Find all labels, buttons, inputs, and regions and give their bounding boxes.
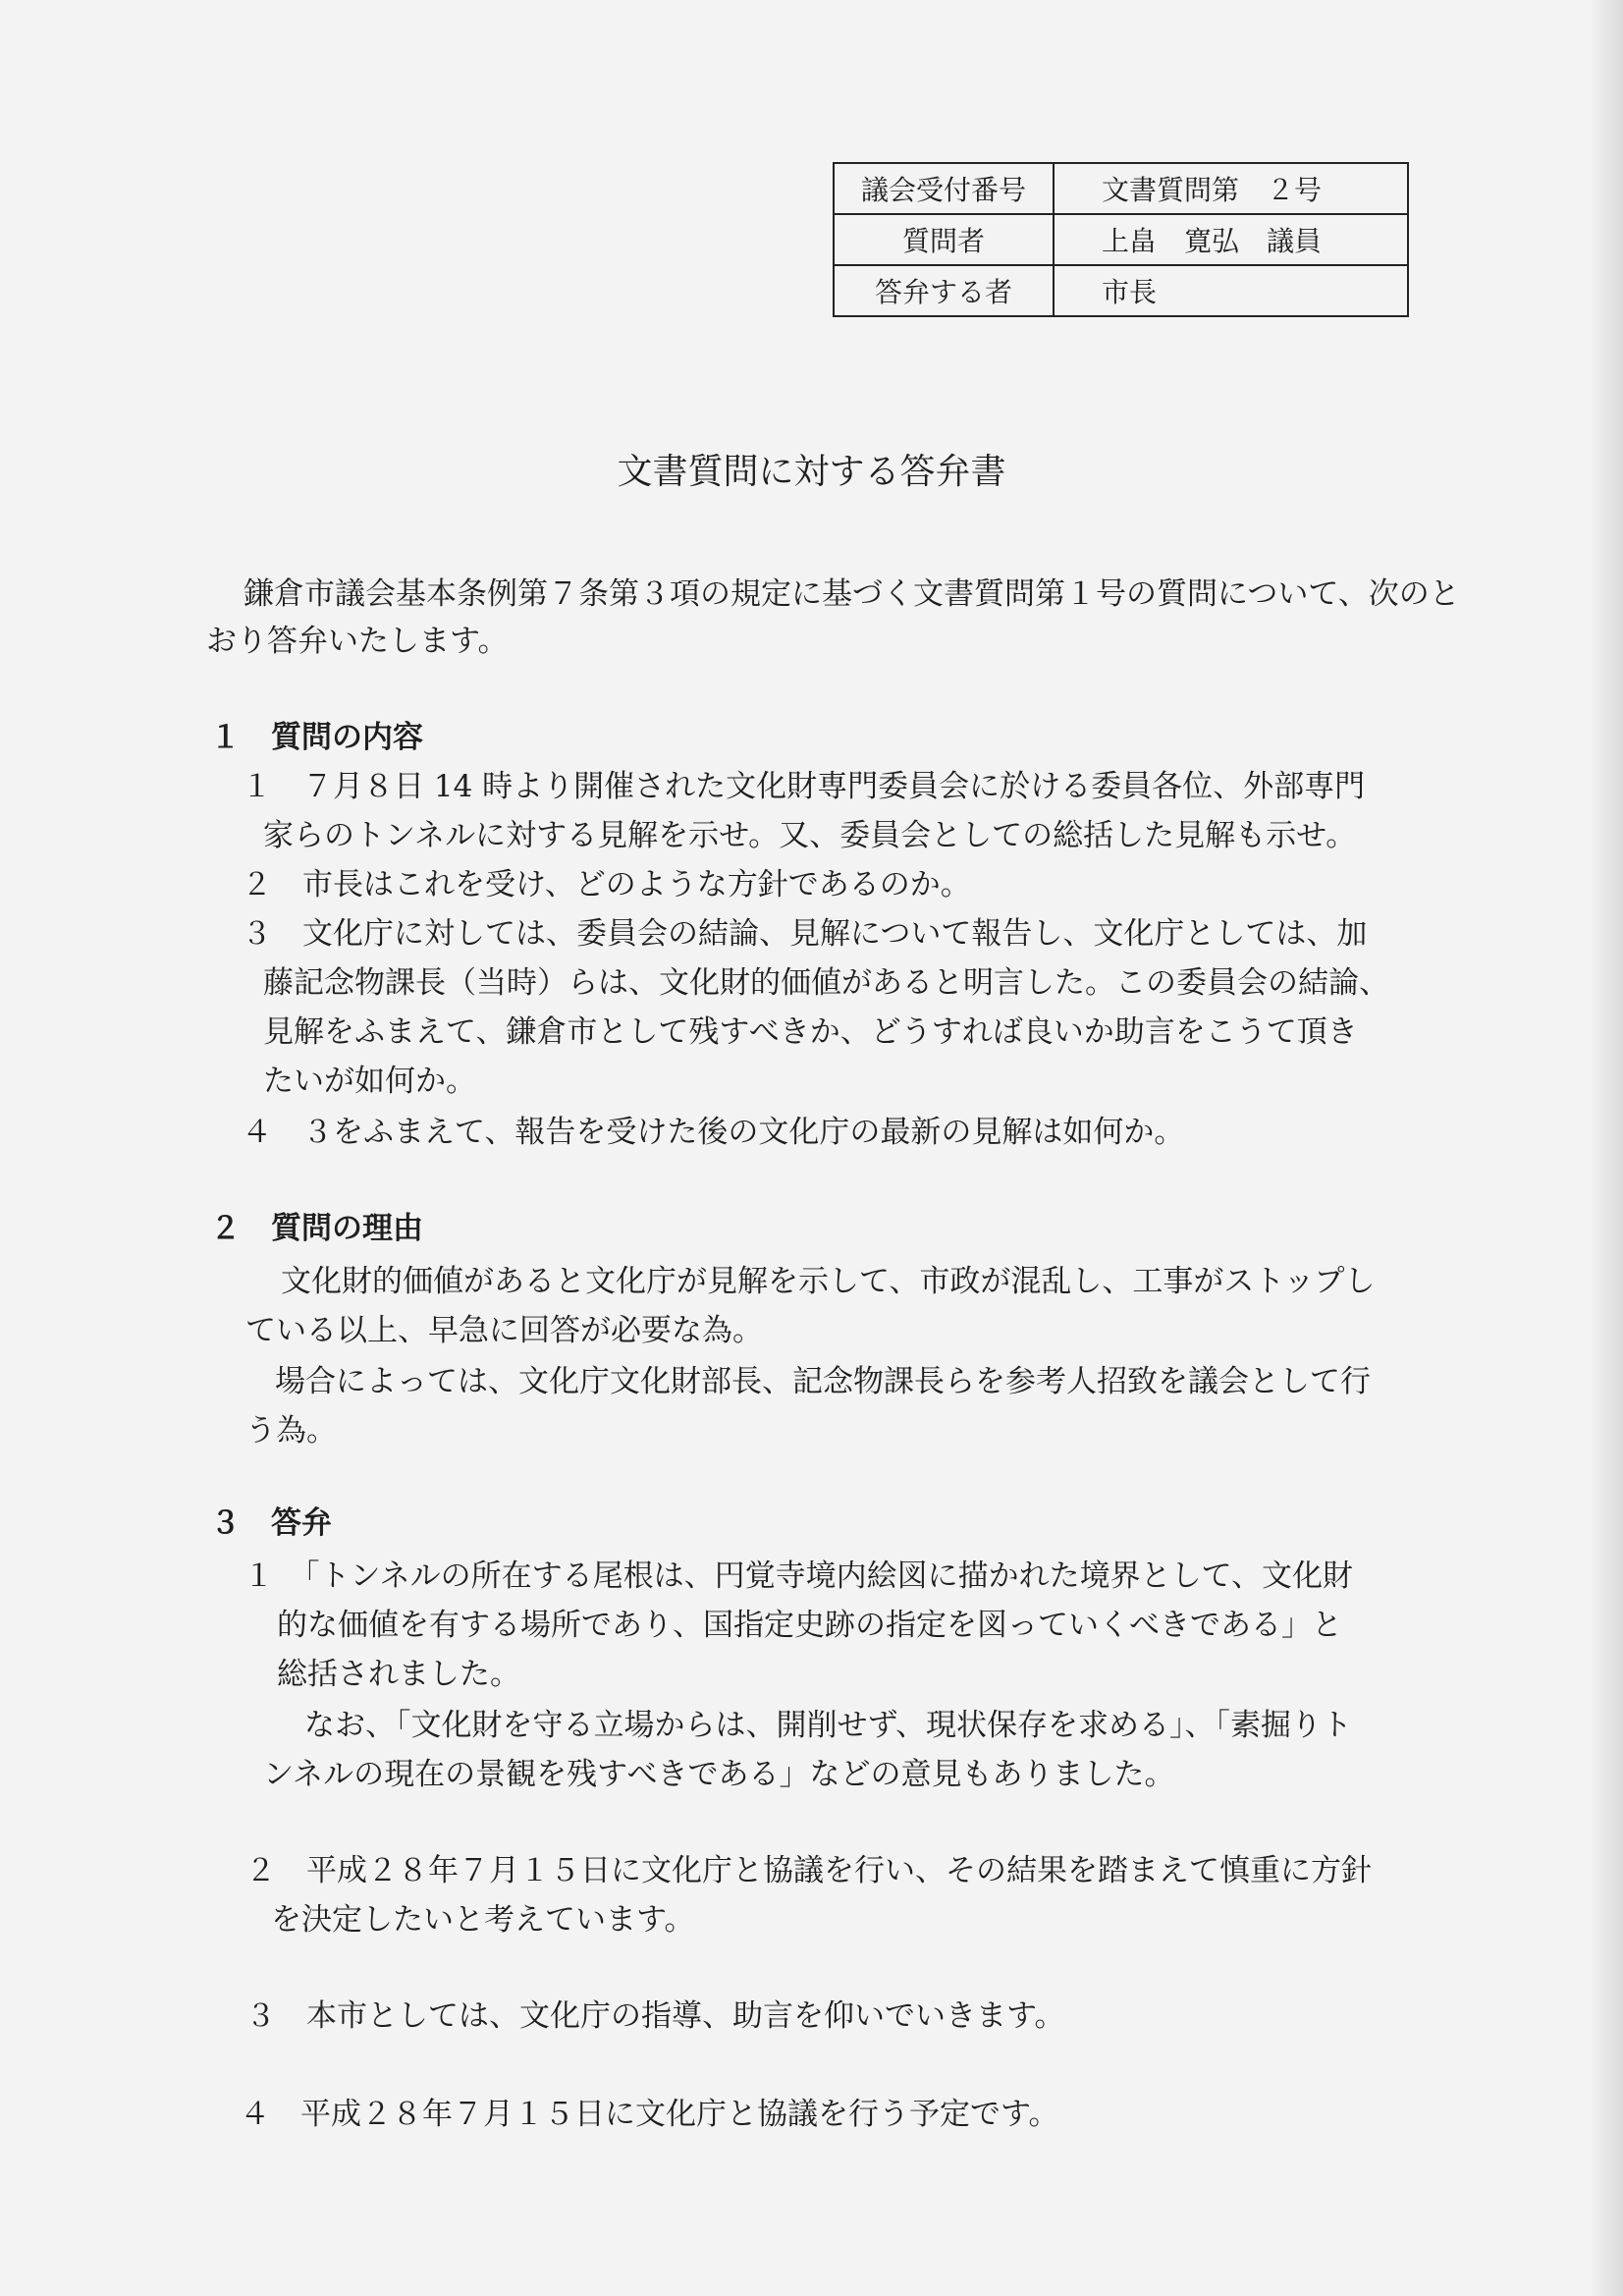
reception-label: 質問者	[834, 214, 1054, 265]
reception-row	[834, 214, 1408, 265]
reason-line: ている以上、早急に回答が必要な為。	[245, 1313, 763, 1348]
section-heading: １ 質問の内容	[210, 720, 423, 755]
question-line: ３ 文化庁に対しては、委員会の結論、見解について報告し、文化庁としては、加	[242, 916, 1368, 952]
reason-line: 場合によっては、文化庁文化財部長、記念物課長らを参考人招致を議会として行	[275, 1364, 1371, 1399]
answer-line: ４ 平成２８年７月１５日に文化庁と協議を行う予定です。	[240, 2097, 1059, 2132]
question-line: 家らのトンネルに対する見解を示せ。又、委員会としての総括した見解も示せ。	[263, 818, 1357, 853]
answer-line: ３ 本市としては、文化庁の指導、助言を仰いでいきます。	[245, 1998, 1065, 2034]
reception-row	[834, 265, 1408, 316]
reason-line: う為。	[245, 1413, 337, 1449]
reception-value: 市長	[1054, 265, 1408, 316]
answer-line: を決定したいと考えています。	[271, 1902, 695, 1938]
section-heading: ３ 答弁	[210, 1505, 332, 1541]
reception-value: 上畠 寛弘 議員	[1054, 214, 1408, 265]
question-line: 藤記念物課長（当時）らは、文化財的価値があると明言した。この委員会の結論、	[263, 965, 1389, 1001]
question-line: 見解をふまえて、鎌倉市として残すべきか、どうすれば良いか助言をこうて頂き	[263, 1014, 1358, 1050]
section-heading: ２ 質問の理由	[210, 1211, 423, 1246]
question-line: ２ 市長はこれを受け、どのような方針であるのか。	[242, 867, 971, 902]
reception-table	[833, 162, 1409, 317]
answer-line: １ 「トンネルの所在する尾根は、円覚寺境内絵図に描かれた境界として、文化財	[243, 1558, 1353, 1594]
intro-line: 鎌倉市議会基本条例第７条第３項の規定に基づく文書質問第１号の質問について、次のと	[243, 576, 1460, 612]
answer-line: ンネルの現在の景観を残すべきである」などの意見もありました。	[263, 1757, 1175, 1792]
question-line: ４ ３をふまえて、報告を受けた後の文化庁の最新の見解は如何か。	[242, 1115, 1185, 1150]
reception-value: 文書質問第 ２号	[1054, 163, 1408, 214]
answer-line: ２ 平成２８年７月１５日に文化庁と協議を行い、その結果を踏まえて慎重に方針	[245, 1853, 1372, 1888]
answer-line: 総括されました。	[277, 1657, 520, 1692]
reception-row	[834, 163, 1408, 214]
question-line: たいが如何か。	[263, 1064, 476, 1099]
reception-label: 答弁する者	[834, 265, 1054, 316]
question-line: １ ７月８日 14 時より開催された文化財専門委員会に於ける委員各位、外部専門	[242, 769, 1366, 804]
answer-line: 的な価値を有する場所であり、国指定史跡の指定を図っていくべきである」と	[277, 1608, 1342, 1643]
answer-line: なお、「文化財を守る立場からは、開削せず、現状保存を求める」、「素掘りト	[304, 1708, 1353, 1743]
document-title: 文書質問に対する答弁書	[617, 452, 1006, 492]
scan-edge-shadow	[1590, 0, 1623, 2296]
reception-label: 議会受付番号	[834, 163, 1054, 214]
intro-line: おり答弁いたします。	[206, 624, 509, 659]
reason-line: 文化財的価値があると文化庁が見解を示して、市政が混乱し、工事がストップし	[281, 1264, 1376, 1299]
